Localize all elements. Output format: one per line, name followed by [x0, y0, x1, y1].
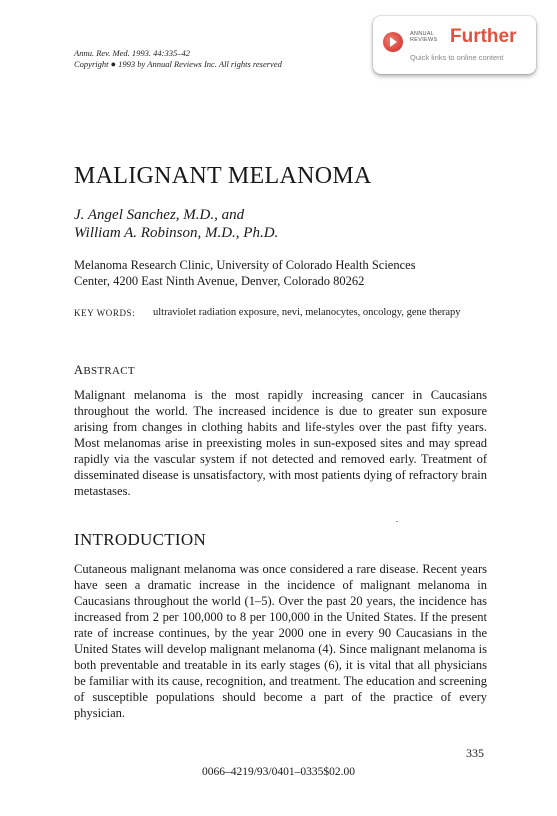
introduction-heading: INTRODUCTION [74, 530, 207, 549]
further-badge[interactable] [373, 16, 536, 74]
affiliation: Melanoma Research Clinic, University of Colorado Health Sciences Center, 4200 East Ninth Avenue, Denver, Colorado 80262 [74, 258, 416, 288]
article-code: 0066–4219/93/0401–0335$02.00 [201, 766, 355, 778]
keywords-label: KEY WORDS: [74, 308, 136, 318]
copyright-label: Copyright [74, 59, 109, 69]
authors [74, 206, 278, 242]
copyright-text: 1993 by Annual Reviews Inc. All rights reserved [118, 59, 282, 69]
scan-speck [396, 521, 398, 522]
annual-reviews-label: ANNUAL REVIEWS [410, 31, 438, 43]
citation-line-2 [74, 59, 282, 70]
author-line-1: J. Angel Sanchez, M.D., and [74, 207, 245, 223]
article-title: MALIGNANT MELANOMA [74, 163, 372, 189]
page-number: 335 [466, 746, 484, 760]
journal-citation [74, 48, 282, 70]
citation-line-1: Annu. Rev. Med. 1993. 44:335–42 [74, 48, 190, 58]
keywords-text: ultraviolet radiation exposure, nevi, melanocytes, oncology, gene therapy [153, 307, 461, 318]
abstract-text: Malignant melanoma is the most rapidly increasing cancer in Caucasians throughout the world. The increased incidence is due to greater sun exposure arising from changes in clothing habits and life-styles over the past fifty years. Most melanomas arise in preexisting moles in sun-exposed sites and may spread rapidly via the vascular system if not detected and removed early. Treatment of disseminated disease is unsatisfactory, with most patients dying of refractory brain metastases. [74, 388, 487, 498]
further-subtitle: Quick links to online content [410, 53, 504, 62]
play-arrow-icon [390, 37, 397, 47]
bullet-icon: ● [110, 59, 117, 69]
introduction-text: Cutaneous malignant melanoma was once considered a rare disease. Recent years have seen a dramatic increase in the incidence of malignant melanoma in Caucasians throughout the world (1–5). Over the past 20 years, the incidence has increased from 2 per 100,000 to 8 per 100,000 in the United States. If the present rate of increase continues, by the year 2000 one in every 90 Caucasians in the United States will develop malignant melanoma (4). Since malignant melanoma is both preventable and treatable in its early stages (6), it is vital that all physicians be familiar with its cause, recognition, and treatment. The education and screening of susceptible populations should become a part of the practice of every physician. [74, 562, 487, 720]
abstract-heading: ABSTRACT [74, 363, 135, 377]
further-brand: Further [450, 26, 517, 47]
author-line-2: William A. Robinson, M.D., Ph.D. [74, 225, 279, 241]
